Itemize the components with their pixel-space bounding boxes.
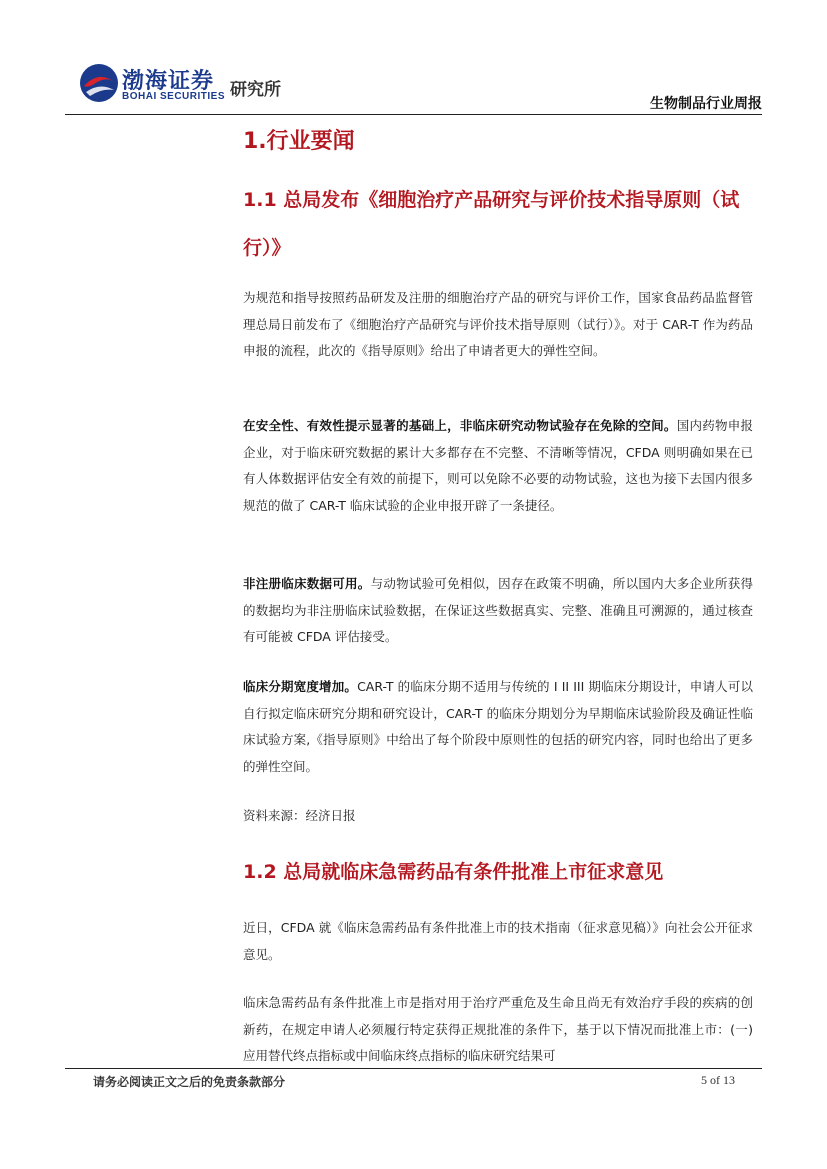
page-number: 5 of 13 [701, 1073, 735, 1087]
paragraph-1-2-intro: 近日，CFDA 就《临床急需药品有条件批准上市的技术指南（征求意见稿）》向社会公开征求意见。 [243, 920, 753, 962]
paragraph-1-1-clinical-data [243, 571, 753, 651]
paragraph-1-1-clinical-phases [243, 674, 753, 780]
paragraph-body: CAR-T 的临床分期不适用与传统的 I II III 期临床分期设计，申请人可以自行拟定临床研究分期和研究设计，CAR-T 的临床分期划分为早期临床试验阶段及确证性临床试验方案,《指导原则》中给出了每个阶段中原则性的包括的研究内容，同时也给出了更多的弹性空间。 [243, 679, 753, 774]
subsection-title-1-1: 1.1 总局发布《细胞治疗产品研究与评价技术指导原则（试行）》 [243, 189, 740, 259]
paragraph-lead: 在安全性、有效性提示显著的基础上，非临床研究动物试验存在免除的空间。 [243, 418, 677, 433]
subsection-title-1-2: 1.2 总局就临床急需药品有条件批准上市征求意见 [243, 861, 664, 883]
footer-disclaimer: 请务必阅读正文之后的免责条款部分 [93, 1075, 286, 1089]
paragraph-lead: 非注册临床数据可用。 [243, 576, 371, 591]
paragraph-1-1-intro: 为规范和指导按照药品研发及注册的细胞治疗产品的研究与评价工作，国家食品药品监督管理总局日前发布了《细胞治疗产品研究与评价技术指导原则（试行）》。对于 CAR-T 作为药品申报的流程，此次的《指导原则》给出了申请者更大的弹性空间。 [243, 290, 753, 358]
paragraph-1-2-definition: 临床急需药品有条件批准上市是指对用于治疗严重危及生命且尚无有效治疗手段的疾病的创新药，在规定申请人必须履行特定获得正规批准的条件下，基于以下情况而批准上市：(一) 应用替代终点指标或中间临床终点指标的临床研究结果可 [243, 995, 753, 1063]
institute-label: 研究所 [230, 80, 281, 100]
report-type: 生物制品行业周报 [650, 96, 762, 112]
source-note: 资料来源：经济日报 [243, 808, 356, 823]
section-title: 1.行业要闻 [243, 129, 355, 154]
paragraph-body: 与动物试验可免相似，因存在政策不明确，所以国内大多企业所获得的数据均为非注册临床试验数据，在保证这些数据真实、完整、准确且可溯源的，通过核查有可能被 CFDA 评估接受。 [243, 576, 753, 644]
logo-english-name: BOHAI SECURITIES [122, 91, 226, 102]
paragraph-lead: 临床分期宽度增加。 [243, 679, 358, 694]
company-logo [78, 62, 298, 106]
bohai-logo-icon [78, 62, 120, 104]
paragraph-1-1-animal-tests [243, 413, 753, 519]
paragraph-body: 国内药物申报企业，对于临床研究数据的累计大多都存在不完整、不清晰等情况，CFDA 则明确如果在已有人体数据评估安全有效的前提下，则可以免除不必要的动物试验，这也为接下去国内很多规范的做了 CAR-T 临床试验的企业申报开辟了一条捷径。 [243, 418, 753, 513]
footer-divider [65, 1068, 762, 1069]
logo-chinese-name: 渤海证券 [122, 68, 215, 94]
header-divider [65, 114, 762, 115]
